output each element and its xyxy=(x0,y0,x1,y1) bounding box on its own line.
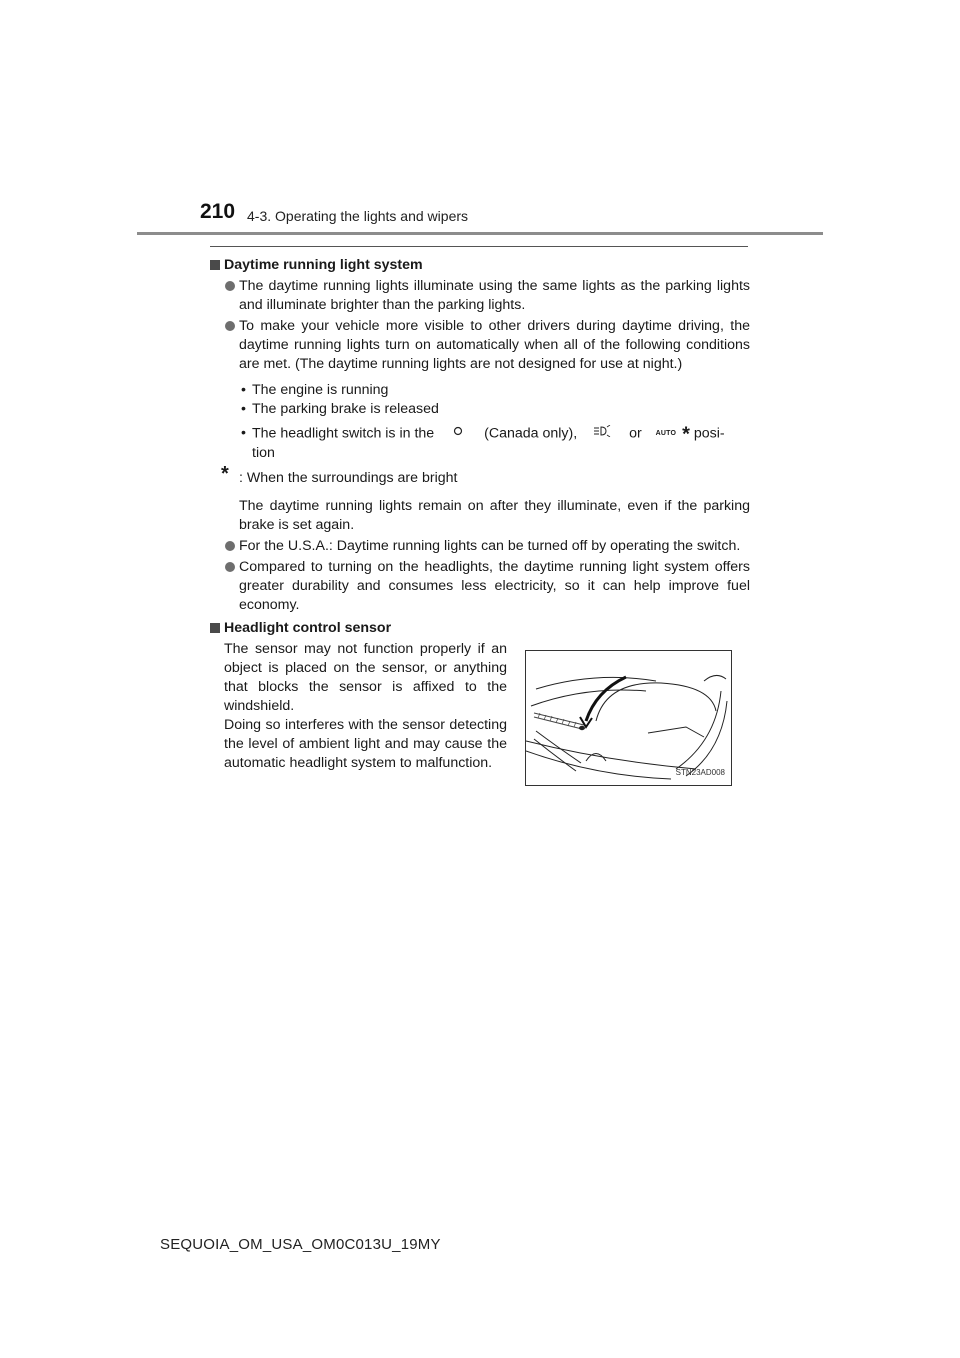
figure-label: STN23AD008 xyxy=(675,768,725,778)
footnote: * : When the surroundings are bright xyxy=(221,463,458,487)
headlight-icon xyxy=(593,424,611,443)
condition-engine: • The engine is running xyxy=(241,382,389,398)
sensor-text: The sensor may not function properly if an object is placed on the sensor, or anything that blocks the sensor is affixed to the windshield. Doing so interferes with the sensor detecting the level of ambient light and may cause the automatic headlight system to malfunction. xyxy=(224,641,507,772)
condition-brake: • The parking brake is released xyxy=(241,401,439,417)
round-bullet-icon xyxy=(225,541,235,551)
drl-bullet-2: To make your vehicle more visible to other drivers during daytime driving, the daytime running lights turn on automatically when all of the following conditions are met. (The daytime running lights are not designed for use at night.) xyxy=(210,317,750,374)
footnote-detail: The daytime running lights remain on after they illuminate, even if the parking brake is set again. xyxy=(239,498,750,534)
round-bullet-icon xyxy=(225,562,235,572)
section-title: 4-3. Operating the lights and wipers xyxy=(247,208,469,224)
drl-bullet-1: The daytime running lights illuminate using the same lights as the parking lights and illuminate brighter than the parking lights. xyxy=(210,277,750,315)
drl-bullet-4: Compared to turning on the headlights, the daytime running light system offers greater durability and consumes less electricity, so it can help improve fuel economy. xyxy=(210,558,750,615)
page-content xyxy=(210,256,750,800)
header-rule xyxy=(137,232,823,235)
square-bullet-icon xyxy=(210,260,220,270)
drl-heading: Daytime running light system xyxy=(210,256,750,275)
round-bullet-icon xyxy=(225,321,235,331)
sensor-section xyxy=(210,640,750,800)
condition-switch: • The headlight switch is in the (Canada only), or AUTO * posi- xyxy=(241,423,725,446)
auto-icon: AUTO xyxy=(655,430,677,437)
square-bullet-icon xyxy=(210,623,220,633)
sensor-heading: Headlight control sensor xyxy=(210,619,750,638)
round-bullet-icon xyxy=(225,281,235,291)
page-number: 210 xyxy=(200,200,236,223)
document-footer: SEQUOIA_OM_USA_OM0C013U_19MY xyxy=(160,1236,441,1253)
sensor-illustration xyxy=(525,650,732,786)
parking-light-icon xyxy=(452,424,464,443)
section-divider xyxy=(210,246,748,247)
asterisk-icon: * xyxy=(221,463,229,486)
condition-switch-cont: tion xyxy=(252,445,275,462)
drl-bullet-3: For the U.S.A.: Daytime running lights can be turned off by operating the switch. xyxy=(210,537,750,556)
